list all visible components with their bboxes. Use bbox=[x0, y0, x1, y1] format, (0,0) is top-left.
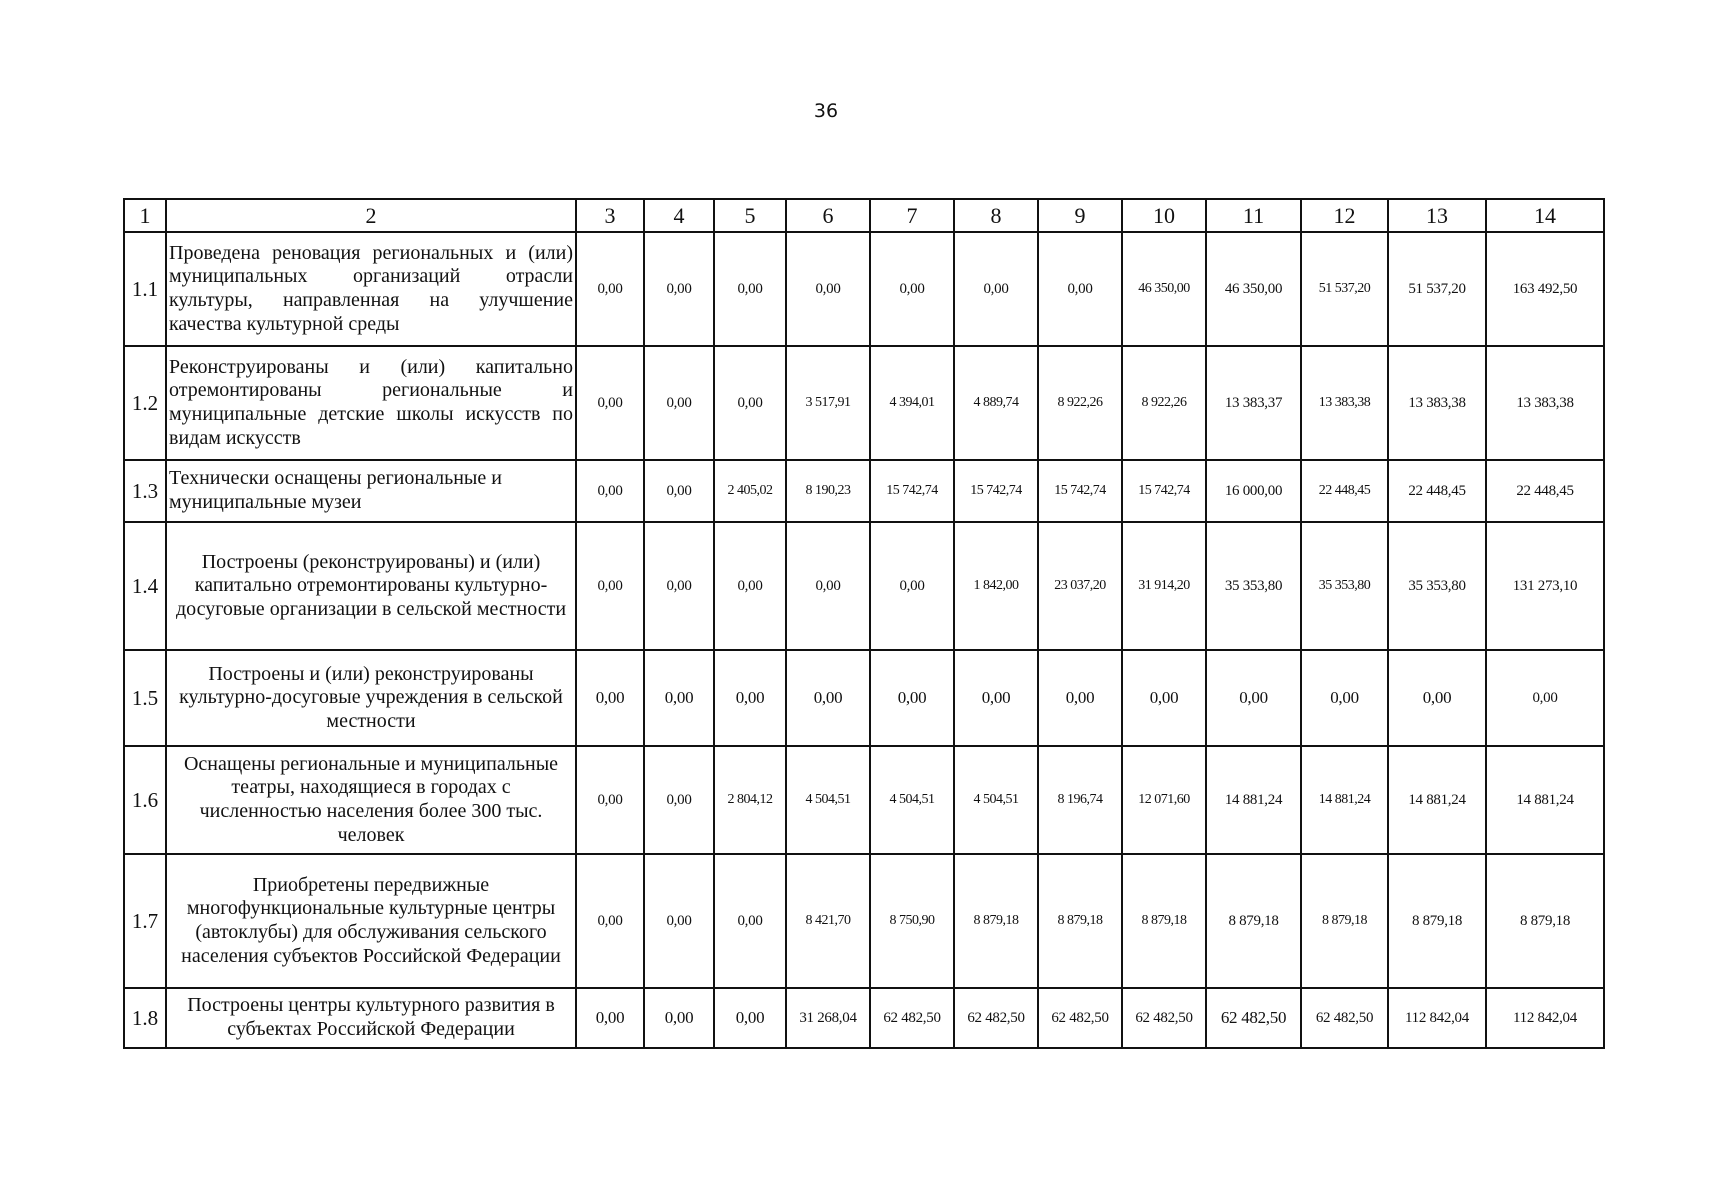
value-cell: 0,00 bbox=[576, 346, 644, 460]
value-cell: 46 350,00 bbox=[1122, 232, 1206, 346]
value-cell: 0,00 bbox=[644, 988, 714, 1048]
row-description: Оснащены региональные и муниципальные театры, находящиеся в городах с численностью населения более 300 тыс. человек bbox=[166, 746, 576, 854]
table-row bbox=[124, 232, 1604, 346]
value-cell: 0,00 bbox=[1122, 650, 1206, 746]
row-number: 1.3 bbox=[124, 460, 166, 522]
value-cell: 0,00 bbox=[714, 346, 786, 460]
value-cell: 13 383,38 bbox=[1388, 346, 1486, 460]
value-cell: 0,00 bbox=[1301, 650, 1388, 746]
value-cell: 13 383,37 bbox=[1206, 346, 1301, 460]
header-cell: 13 bbox=[1388, 199, 1486, 232]
row-number: 1.1 bbox=[124, 232, 166, 346]
value-cell: 46 350,00 bbox=[1206, 232, 1301, 346]
value-cell: 0,00 bbox=[1038, 232, 1122, 346]
value-cell: 8 922,26 bbox=[1038, 346, 1122, 460]
value-cell: 0,00 bbox=[576, 650, 644, 746]
header-cell: 4 bbox=[644, 199, 714, 232]
value-cell: 1 842,00 bbox=[954, 522, 1038, 650]
value-cell: 8 879,18 bbox=[954, 854, 1038, 988]
value-cell: 62 482,50 bbox=[1206, 988, 1301, 1048]
table-row bbox=[124, 650, 1604, 746]
value-cell: 0,00 bbox=[786, 650, 870, 746]
value-cell: 0,00 bbox=[644, 232, 714, 346]
value-cell: 14 881,24 bbox=[1388, 746, 1486, 854]
row-number: 1.8 bbox=[124, 988, 166, 1048]
value-cell: 16 000,00 bbox=[1206, 460, 1301, 522]
header-cell: 5 bbox=[714, 199, 786, 232]
value-cell: 35 353,80 bbox=[1388, 522, 1486, 650]
value-cell: 0,00 bbox=[576, 460, 644, 522]
value-cell: 15 742,74 bbox=[1122, 460, 1206, 522]
value-cell: 23 037,20 bbox=[1038, 522, 1122, 650]
value-cell: 0,00 bbox=[714, 232, 786, 346]
header-cell: 12 bbox=[1301, 199, 1388, 232]
row-description: Построены центры культурного развития в субъектах Российской Федерации bbox=[166, 988, 576, 1048]
value-cell: 4 889,74 bbox=[954, 346, 1038, 460]
value-cell: 0,00 bbox=[576, 988, 644, 1048]
header-cell: 1 bbox=[124, 199, 166, 232]
value-cell: 0,00 bbox=[644, 522, 714, 650]
value-cell: 3 517,91 bbox=[786, 346, 870, 460]
value-cell: 8 879,18 bbox=[1301, 854, 1388, 988]
value-cell: 51 537,20 bbox=[1301, 232, 1388, 346]
value-cell: 8 879,18 bbox=[1486, 854, 1604, 988]
header-cell: 11 bbox=[1206, 199, 1301, 232]
value-cell: 0,00 bbox=[1486, 650, 1604, 746]
row-description: Построены (реконструированы) и (или) капитально отремонтированы культурно-досуговые организации в сельской местности bbox=[166, 522, 576, 650]
value-cell: 0,00 bbox=[1206, 650, 1301, 746]
value-cell: 4 504,51 bbox=[786, 746, 870, 854]
value-cell: 13 383,38 bbox=[1486, 346, 1604, 460]
row-number: 1.6 bbox=[124, 746, 166, 854]
value-cell: 15 742,74 bbox=[1038, 460, 1122, 522]
row-description: Приобретены передвижные многофункциональные культурные центры (автоклубы) для обслуживания сельского населения субъектов Российской Федерации bbox=[166, 854, 576, 988]
value-cell: 31 268,04 bbox=[786, 988, 870, 1048]
value-cell: 8 750,90 bbox=[870, 854, 954, 988]
value-cell: 0,00 bbox=[576, 232, 644, 346]
row-description: Построены и (или) реконструированы культурно-досуговые учреждения в сельской местности bbox=[166, 650, 576, 746]
value-cell: 0,00 bbox=[644, 854, 714, 988]
value-cell: 51 537,20 bbox=[1388, 232, 1486, 346]
table-row bbox=[124, 522, 1604, 650]
value-cell: 0,00 bbox=[786, 522, 870, 650]
header-cell: 6 bbox=[786, 199, 870, 232]
value-cell: 15 742,74 bbox=[954, 460, 1038, 522]
header-cell: 14 bbox=[1486, 199, 1604, 232]
value-cell: 0,00 bbox=[954, 232, 1038, 346]
row-description: Технически оснащены региональные и муниципальные музеи bbox=[166, 460, 576, 522]
table-row bbox=[124, 746, 1604, 854]
value-cell: 0,00 bbox=[576, 522, 644, 650]
value-cell: 62 482,50 bbox=[1038, 988, 1122, 1048]
header-cell: 8 bbox=[954, 199, 1038, 232]
financing-table bbox=[123, 198, 1605, 1049]
value-cell: 4 504,51 bbox=[954, 746, 1038, 854]
value-cell: 0,00 bbox=[576, 746, 644, 854]
value-cell: 31 914,20 bbox=[1122, 522, 1206, 650]
value-cell: 0,00 bbox=[644, 346, 714, 460]
value-cell: 0,00 bbox=[714, 522, 786, 650]
value-cell: 13 383,38 bbox=[1301, 346, 1388, 460]
row-number: 1.5 bbox=[124, 650, 166, 746]
table-header-row bbox=[124, 199, 1604, 232]
value-cell: 0,00 bbox=[714, 650, 786, 746]
value-cell: 0,00 bbox=[644, 650, 714, 746]
value-cell: 112 842,04 bbox=[1486, 988, 1604, 1048]
value-cell: 2 804,12 bbox=[714, 746, 786, 854]
value-cell: 22 448,45 bbox=[1486, 460, 1604, 522]
value-cell: 62 482,50 bbox=[1122, 988, 1206, 1048]
value-cell: 8 421,70 bbox=[786, 854, 870, 988]
value-cell: 0,00 bbox=[786, 232, 870, 346]
value-cell: 163 492,50 bbox=[1486, 232, 1604, 346]
value-cell: 22 448,45 bbox=[1388, 460, 1486, 522]
row-description: Проведена реновация региональных и (или) муниципальных организаций отрасли культуры, направленная на улучшение качества культурной среды bbox=[166, 232, 576, 346]
value-cell: 8 922,26 bbox=[1122, 346, 1206, 460]
table-row bbox=[124, 988, 1604, 1048]
table-row bbox=[124, 854, 1604, 988]
value-cell: 0,00 bbox=[644, 746, 714, 854]
header-cell: 10 bbox=[1122, 199, 1206, 232]
value-cell: 62 482,50 bbox=[954, 988, 1038, 1048]
table-row bbox=[124, 346, 1604, 460]
header-cell: 7 bbox=[870, 199, 954, 232]
value-cell: 14 881,24 bbox=[1206, 746, 1301, 854]
value-cell: 14 881,24 bbox=[1301, 746, 1388, 854]
value-cell: 35 353,80 bbox=[1206, 522, 1301, 650]
header-cell: 9 bbox=[1038, 199, 1122, 232]
value-cell: 62 482,50 bbox=[1301, 988, 1388, 1048]
table-row bbox=[124, 460, 1604, 522]
value-cell: 0,00 bbox=[870, 650, 954, 746]
value-cell: 4 394,01 bbox=[870, 346, 954, 460]
header-cell: 3 bbox=[576, 199, 644, 232]
value-cell: 35 353,80 bbox=[1301, 522, 1388, 650]
value-cell: 8 879,18 bbox=[1206, 854, 1301, 988]
value-cell: 4 504,51 bbox=[870, 746, 954, 854]
value-cell: 0,00 bbox=[714, 988, 786, 1048]
value-cell: 8 879,18 bbox=[1388, 854, 1486, 988]
value-cell: 0,00 bbox=[954, 650, 1038, 746]
value-cell: 62 482,50 bbox=[870, 988, 954, 1048]
value-cell: 14 881,24 bbox=[1486, 746, 1604, 854]
value-cell: 0,00 bbox=[870, 232, 954, 346]
value-cell: 22 448,45 bbox=[1301, 460, 1388, 522]
value-cell: 8 190,23 bbox=[786, 460, 870, 522]
value-cell: 0,00 bbox=[1038, 650, 1122, 746]
value-cell: 8 879,18 bbox=[1038, 854, 1122, 988]
value-cell: 0,00 bbox=[576, 854, 644, 988]
value-cell: 12 071,60 bbox=[1122, 746, 1206, 854]
value-cell: 131 273,10 bbox=[1486, 522, 1604, 650]
page-number: 36 bbox=[813, 100, 839, 122]
value-cell: 0,00 bbox=[1388, 650, 1486, 746]
row-number: 1.7 bbox=[124, 854, 166, 988]
value-cell: 0,00 bbox=[714, 854, 786, 988]
value-cell: 0,00 bbox=[870, 522, 954, 650]
header-cell: 2 bbox=[166, 199, 576, 232]
row-number: 1.4 bbox=[124, 522, 166, 650]
value-cell: 8 196,74 bbox=[1038, 746, 1122, 854]
row-number: 1.2 bbox=[124, 346, 166, 460]
value-cell: 8 879,18 bbox=[1122, 854, 1206, 988]
value-cell: 112 842,04 bbox=[1388, 988, 1486, 1048]
value-cell: 15 742,74 bbox=[870, 460, 954, 522]
row-description: Реконструированы и (или) капитально отремонтированы региональные и муниципальные детские школы искусств по видам искусств bbox=[166, 346, 576, 460]
value-cell: 2 405,02 bbox=[714, 460, 786, 522]
value-cell: 0,00 bbox=[644, 460, 714, 522]
